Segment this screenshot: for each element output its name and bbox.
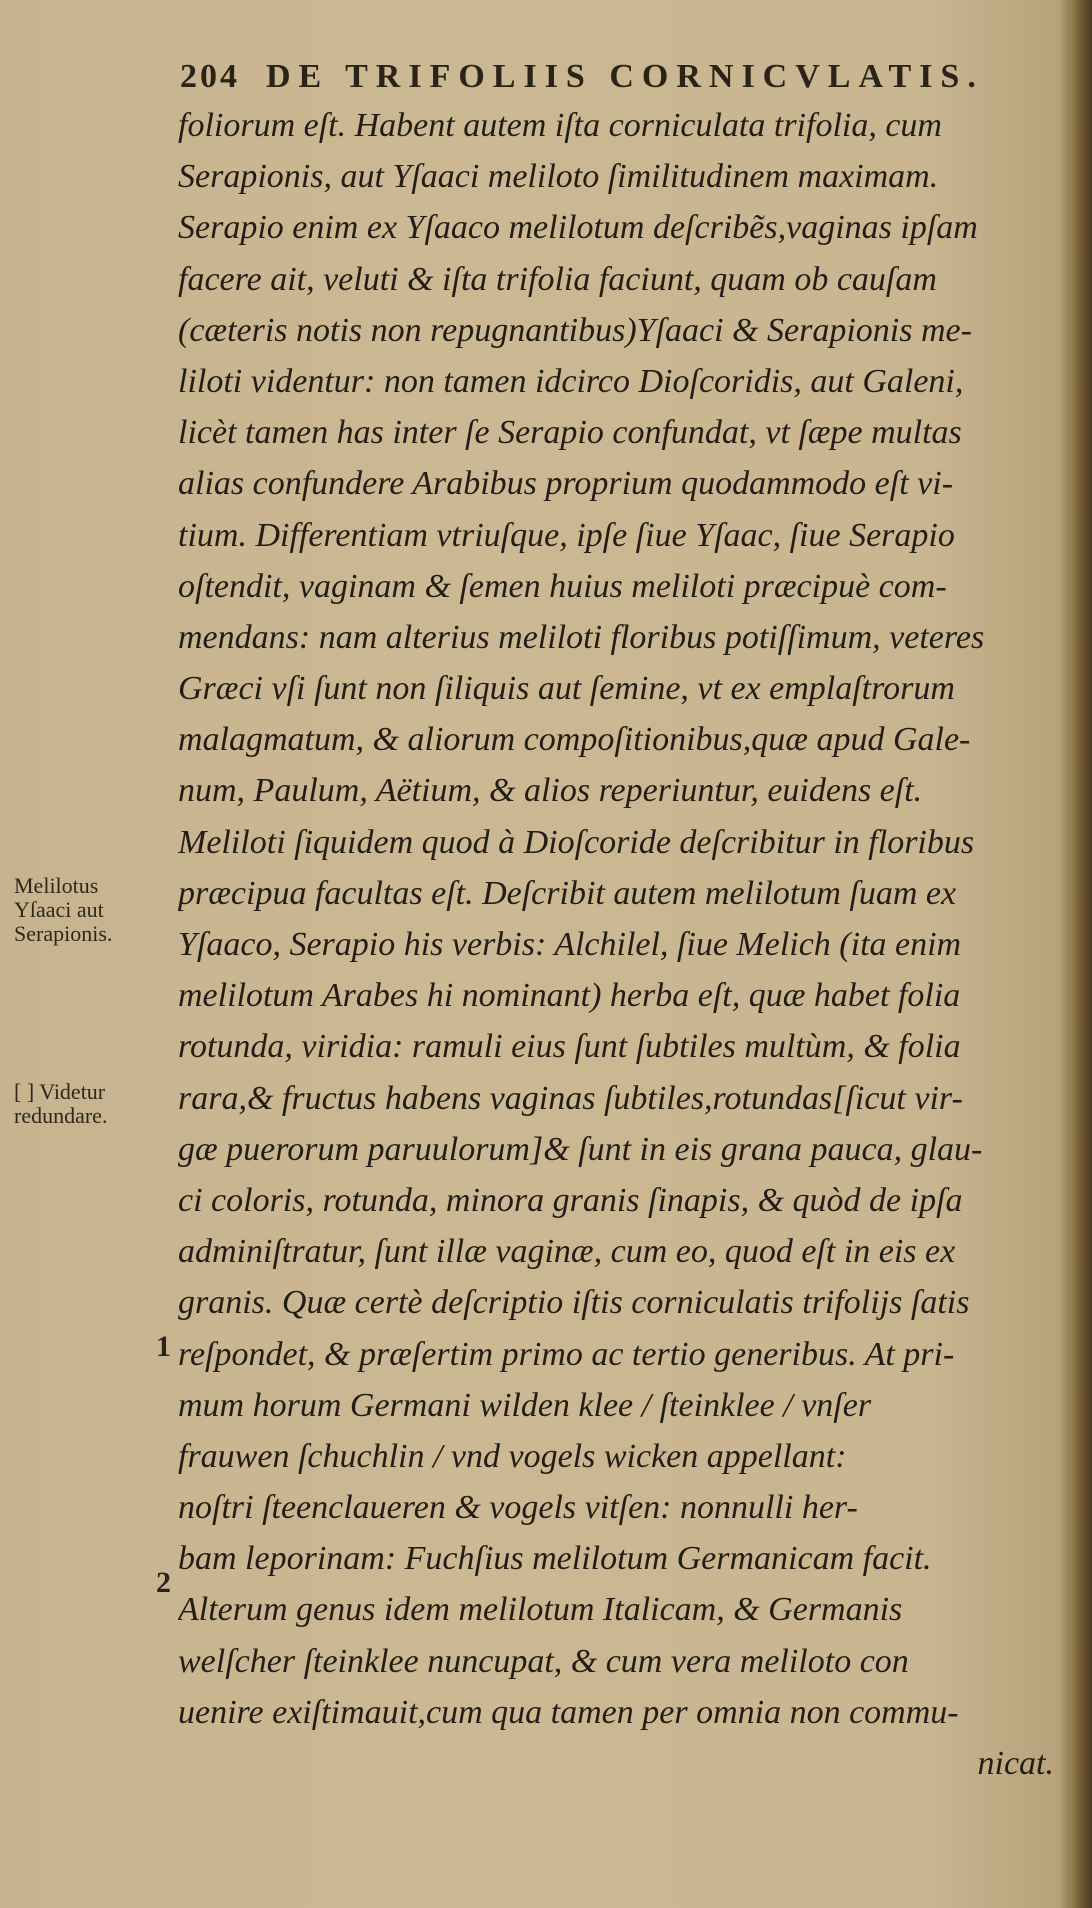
- text-line: noſtri ſteenclaueren & vogels vitſen: nonnulli her-: [178, 1489, 858, 1527]
- page-number: 204: [180, 58, 240, 95]
- text-line: foliorum eſt. Habent autem iſta corniculata trifolia, cum: [178, 107, 942, 144]
- margin-number-1: 1: [156, 1330, 171, 1363]
- text-line: granis. Quæ certè deſcriptio iſtis corniculatis trifolijs ſatis: [178, 1284, 970, 1322]
- text-line: Serapionis, aut Yſaaci meliloto ſimilitudinem maximam.: [178, 158, 939, 196]
- text-line: liloti videntur: non tamen idcirco Dioſcoridis, aut Galeni,: [178, 362, 964, 400]
- page-edge: [1070, 0, 1092, 1908]
- margin-note-line: [ ] Videtur: [14, 1079, 106, 1104]
- text-line: gæ puerorum paruulorum]& ſunt in eis grana pauca, glau-: [178, 1130, 983, 1168]
- text-line: alias confundere Arabibus proprium quodammodo eſt vi-: [178, 465, 954, 503]
- text-line: melilotum Arabes hi nominant) herba eſt, quæ habet folia: [178, 977, 961, 1015]
- text-line: licèt tamen has inter ſe Serapio confundat, vt ſæpe multas: [178, 414, 962, 452]
- margin-note-line: Serapionis.: [14, 921, 113, 946]
- text-line: reſpondet, & præſertim primo ac tertio generibus. At pri-: [178, 1335, 955, 1373]
- text-line: Meliloti ſiquidem quod à Dioſcoride deſcribitur in floribus: [178, 823, 975, 861]
- text-line: adminiſtratur, ſunt illæ vaginæ, cum eo, quod eſt in eis ex: [178, 1233, 956, 1271]
- running-header: [180, 58, 1062, 96]
- text-line: bam leporinam: Fuchſius melilotum Germanicam facit.: [178, 1540, 932, 1578]
- text-line: Græci vſi ſunt non ſiliquis aut ſemine, vt ex emplaſtrorum: [178, 670, 955, 708]
- text-line: oſtendit, vaginam & ſemen huius meliloti præcipuè com-: [178, 567, 947, 605]
- text-line: rotunda, viridia: ramuli eius ſunt ſubtiles multùm, & folia: [178, 1028, 961, 1066]
- text-line: Alterum genus idem melilotum Italicam, & Germanis: [178, 1591, 903, 1629]
- text-line: nicat.: [977, 1745, 1054, 1782]
- text-line: mum horum Germani wilden klee / ſteinklee / vnſer: [178, 1386, 872, 1424]
- text-line: Serapio enim ex Yſaaco melilotum deſcribẽs,vaginas ipſam: [178, 209, 978, 247]
- text-line: facere ait, veluti & iſta trifolia faciunt, quam ob cauſam: [178, 260, 937, 298]
- margin-note-line: Melilotus: [14, 873, 99, 898]
- text-line: uenire exiſtimauit,cum qua tamen per omnia non commu-: [178, 1693, 959, 1731]
- text-line: præcipua facultas eſt. Deſcribit autem melilotum ſuam ex: [178, 874, 957, 912]
- text-line: Yſaaco, Serapio his verbis: Alchilel, ſiue Melich (ita enim: [178, 926, 962, 963]
- text-line: mendans: nam alterius meliloti floribus potiſſimum, veteres: [178, 618, 985, 656]
- margin-note-line: redundare.: [14, 1103, 108, 1128]
- text-line: (cæteris notis non repugnantibus)Yſaaci & Serapionis me-: [178, 311, 972, 349]
- text-line: tium. Differentiam vtriuſque, ipſe ſiue Yſaac, ſiue Serapio: [178, 516, 955, 554]
- margin-note-videtur: [14, 1080, 174, 1128]
- text-line: frauwen ſchuchlin / vnd vogels wicken appellant:: [178, 1437, 847, 1475]
- running-title: DE TRIFOLIIS CORNICVLATIS.: [266, 58, 984, 95]
- margin-note-melilotus: [14, 874, 174, 946]
- text-line: ci coloris, rotunda, minora granis ſinapis, & quòd de ipſa: [178, 1181, 963, 1219]
- text-line: num, Paulum, Aëtium, & alios reperiuntur, euidens eſt.: [178, 772, 923, 810]
- body-text: [178, 100, 1068, 1789]
- margin-number-2: 2: [156, 1566, 171, 1599]
- text-line: malagmatum, & aliorum compoſitionibus,quæ apud Gale-: [178, 721, 971, 759]
- text-line: rara,& fructus habens vaginas ſubtiles,rotundas[ſicut vir-: [178, 1079, 963, 1117]
- margin-note-line: Yſaaci aut: [14, 897, 104, 922]
- text-line: welſcher ſteinklee nuncupat, & cum vera meliloto con: [178, 1642, 909, 1680]
